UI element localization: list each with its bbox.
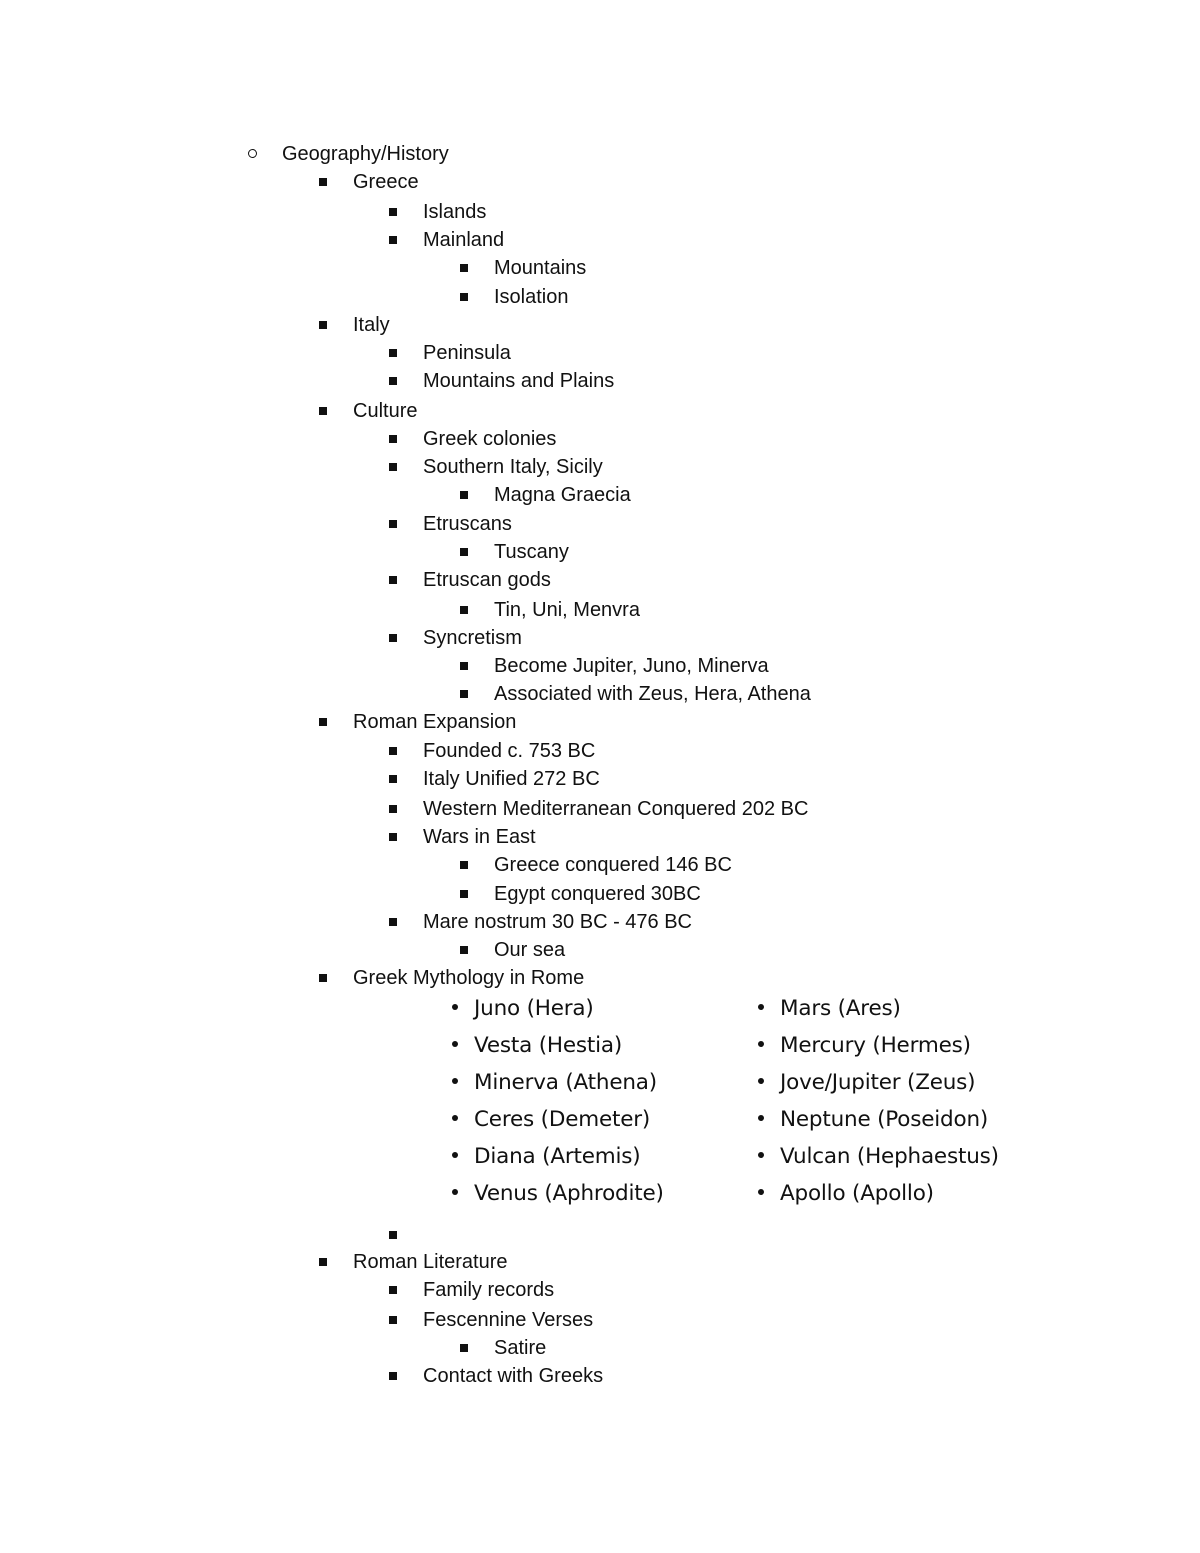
outline-item-tin-uni-menvra [460,596,640,624]
square-bullet-icon [389,737,423,765]
square-bullet-icon [389,453,423,481]
outline-item-become [460,652,769,680]
outline-item-southern-italy [389,453,603,481]
item-label: Tin, Uni, Menvra [494,599,640,621]
item-label: Egypt conquered 30BC [494,883,701,905]
outline-item-etruscans [389,510,512,538]
square-bullet-icon [460,680,494,708]
square-bullet-icon [319,1248,353,1276]
outline-item-culture [319,397,417,425]
item-label: Etruscans [423,513,512,535]
outline-item-mountains-plains [389,367,614,395]
god-list-item: Diana (Artemis) [452,1141,640,1173]
god-list-item: Minerva (Athena) [452,1067,657,1099]
item-label: Mainland [423,229,505,251]
item-label: Magna Graecia [494,484,631,506]
outline-item-wars-in-east [389,823,536,851]
item-label: Contact with Greeks [423,1365,604,1387]
god-list-item: Apollo (Apollo) [758,1178,934,1210]
dot-bullet-icon [452,1115,458,1121]
outline-item-founded [389,737,595,765]
outline-item-italy-unified [389,765,600,793]
item-label: Mare nostrum 30 BC - 476 BC [423,911,692,933]
square-bullet-icon [389,510,423,538]
outline-item-geography-history [248,140,449,168]
square-bullet-icon [460,652,494,680]
item-label: Our sea [494,939,566,961]
dot-bullet-icon [452,1189,458,1195]
item-label: Become Jupiter, Juno, Minerva [494,655,769,677]
dot-bullet-icon [452,1152,458,1158]
square-bullet-icon [389,624,423,652]
item-label: Greece [353,171,419,193]
square-bullet-icon [460,1334,494,1362]
outline-item-western-mediterranean [389,795,808,823]
item-label: Peninsula [423,342,511,364]
outline-item-roman-expansion [319,708,516,736]
outline-item-etruscan-gods [389,566,551,594]
square-bullet-icon [460,481,494,509]
square-bullet-icon [389,566,423,594]
item-label: Etruscan gods [423,569,551,591]
dot-bullet-icon [758,1115,764,1121]
item-label: Family records [423,1279,555,1301]
item-label: Roman Literature [353,1251,508,1273]
square-bullet-icon [319,168,353,196]
outline-item-empty [389,1221,423,1249]
square-bullet-icon [389,226,423,254]
outline-item-islands [389,198,486,226]
item-label: Wars in East [423,826,536,848]
outline-item-fescennine-verses [389,1306,593,1334]
item-label: Greek Mythology in Rome [353,967,585,989]
item-label: Geography/History [282,143,449,165]
hollow-circle-bullet-icon [248,140,282,168]
square-bullet-icon [389,795,423,823]
item-label: Culture [353,400,418,422]
god-list-item: Neptune (Poseidon) [758,1104,988,1136]
outline-item-tuscany [460,538,569,566]
square-bullet-icon [460,596,494,624]
square-bullet-icon [389,908,423,936]
square-bullet-icon [389,198,423,226]
outline-item-mare-nostrum [389,908,692,936]
god-list-item: Ceres (Demeter) [452,1104,650,1136]
item-label: Italy [353,314,390,336]
square-bullet-icon [389,823,423,851]
outline-item-magna-graecia [460,481,631,509]
square-bullet-icon [389,339,423,367]
outline-item-mountains [460,254,586,282]
outline-item-italy [319,311,390,339]
square-bullet-icon [389,367,423,395]
square-bullet-icon [460,283,494,311]
god-list-item: Jove/Jupiter (Zeus) [758,1067,975,1099]
god-list-item: Vesta (Hestia) [452,1030,622,1062]
square-bullet-icon [389,425,423,453]
outline-item-roman-literature [319,1248,508,1276]
square-bullet-icon [389,1276,423,1304]
god-list-item: Mars (Ares) [758,993,901,1025]
item-label: Italy Unified 272 BC [423,768,600,790]
god-list-item: Juno (Hera) [452,993,594,1025]
item-label: Fescennine Verses [423,1309,594,1331]
dot-bullet-icon [758,1189,764,1195]
square-bullet-icon [389,1221,423,1249]
item-label: Greek colonies [423,428,557,450]
item-label: Greece conquered 146 BC [494,854,732,876]
item-label: Syncretism [423,627,522,649]
dot-bullet-icon [758,1004,764,1010]
square-bullet-icon [319,397,353,425]
square-bullet-icon [460,254,494,282]
outline-item-mainland [389,226,504,254]
dot-bullet-icon [452,1004,458,1010]
dot-bullet-icon [452,1041,458,1047]
item-label: Tuscany [494,541,569,563]
outline-item-greek-colonies [389,425,556,453]
square-bullet-icon [460,880,494,908]
god-list-item: Mercury (Hermes) [758,1030,971,1062]
outline-item-associated [460,680,811,708]
outline-item-greece [319,168,419,196]
square-bullet-icon [460,538,494,566]
item-label: Western Mediterranean Conquered 202 BC [423,798,809,820]
dot-bullet-icon [758,1041,764,1047]
dot-bullet-icon [758,1152,764,1158]
outline-item-isolation [460,283,569,311]
god-list-item: Venus (Aphrodite) [452,1178,664,1210]
outline-item-family-records [389,1276,554,1304]
outline-item-greek-mythology [319,964,584,992]
outline-item-syncretism [389,624,522,652]
dot-bullet-icon [758,1078,764,1084]
outline-item-egypt-conquered [460,880,701,908]
square-bullet-icon [389,1362,423,1390]
square-bullet-icon [389,1306,423,1334]
outline-item-greece-conquered [460,851,732,879]
item-label: Islands [423,201,487,223]
item-label: Satire [494,1337,547,1359]
item-label: Roman Expansion [353,711,517,733]
square-bullet-icon [460,936,494,964]
item-label: Mountains [494,257,587,279]
square-bullet-icon [319,964,353,992]
square-bullet-icon [319,708,353,736]
square-bullet-icon [460,851,494,879]
square-bullet-icon [319,311,353,339]
item-label: Founded c. 753 BC [423,740,596,762]
item-label: Southern Italy, Sicily [423,456,603,478]
item-label: Isolation [494,286,569,308]
outline-item-satire [460,1334,546,1362]
outline-item-peninsula [389,339,511,367]
outline-item-our-sea [460,936,565,964]
god-list-item: Vulcan (Hephaestus) [758,1141,999,1173]
dot-bullet-icon [452,1078,458,1084]
item-label: Mountains and Plains [423,370,615,392]
square-bullet-icon [389,765,423,793]
item-label: Associated with Zeus, Hera, Athena [494,683,811,705]
outline-item-contact-with-greeks [389,1362,603,1390]
